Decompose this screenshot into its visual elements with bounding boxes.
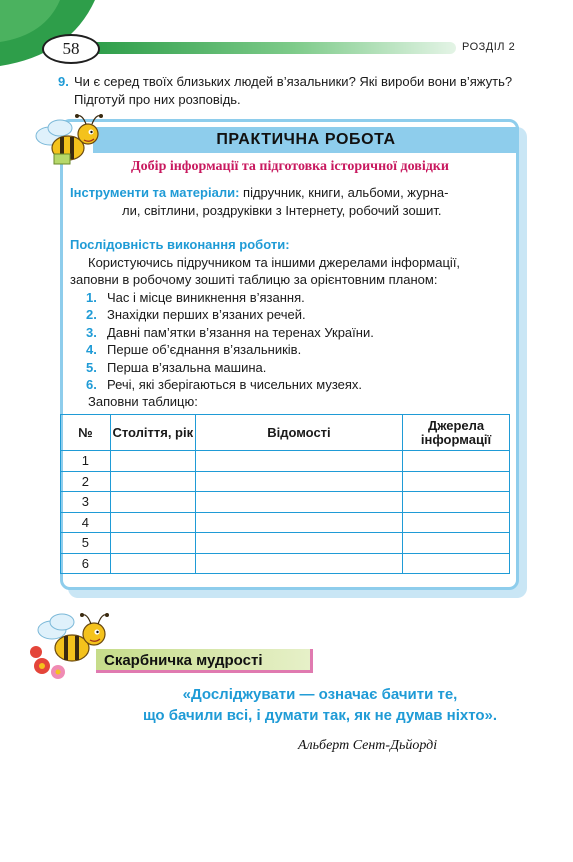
table-cell: [403, 451, 510, 472]
sequence-label: Послідовність виконання роботи:: [70, 237, 290, 252]
table-header: Століття, рік: [110, 415, 195, 451]
row-number: 4: [61, 512, 111, 533]
row-number: 5: [61, 533, 111, 554]
step-text: Час і місце виникнення в’язання.: [107, 290, 305, 305]
practical-work-subtitle: Добір інформації та підготовка історичної довідки: [131, 159, 449, 174]
table-cell: [110, 512, 195, 533]
wisdom-title: Скарбничка мудрості: [104, 652, 263, 669]
info-table: [60, 414, 510, 574]
row-number: 2: [61, 471, 111, 492]
question-text: Чи є серед твоїх близьких людей в’язальники? Які вироби вони в’яжуть? Підготуй про них розповідь.: [74, 74, 513, 107]
table-row: [61, 512, 510, 533]
tools-text-line2: ли, світлини, роздруківки з Інтернету, робочий зошит.: [122, 203, 442, 218]
question-9: [58, 73, 528, 109]
step-text: Перша в’язальна машина.: [107, 359, 267, 375]
step-item: [86, 306, 374, 323]
step-item: [86, 359, 374, 376]
steps-list: [86, 289, 374, 393]
step-number: 6.: [86, 377, 97, 393]
practical-work-title: ПРАКТИЧНА РОБОТА: [216, 131, 396, 148]
step-item: [86, 376, 374, 393]
table-cell: [110, 451, 195, 472]
table-cell: [110, 492, 195, 513]
step-text: Знахідки перших в’язаних речей.: [107, 307, 306, 323]
step-number: 1.: [86, 290, 97, 305]
fill-table-label: Заповни таблицю:: [88, 394, 198, 409]
page-number: 58: [62, 39, 80, 58]
step-item: [86, 324, 374, 341]
step-number: 5.: [86, 359, 97, 375]
table-cell: [195, 553, 402, 574]
table-cell: [110, 553, 195, 574]
intro-text: Користуючись підручником та іншими джерелами інформації, заповни в робочому зошиті таблицю за орієнтовним планом:: [70, 255, 461, 287]
row-number: 6: [61, 553, 111, 574]
table-cell: [195, 451, 402, 472]
step-number: 3.: [86, 324, 97, 340]
tools-label: Інструменти та матеріали:: [70, 185, 240, 200]
quote-line-1: «Досліджувати — означає бачити те,: [182, 686, 458, 703]
step-text: Перше об’єднання в’язальників.: [107, 342, 302, 358]
step-number: 2.: [86, 307, 97, 323]
table-cell: [110, 533, 195, 554]
tools-and-materials: [70, 184, 510, 220]
table-cell: [195, 512, 402, 533]
table-cell: [403, 471, 510, 492]
table-row: [61, 553, 510, 574]
tools-text-line1: підручник, книги, альбоми, журна-: [243, 185, 449, 200]
quote-line-2: що бачили всі, і думати так, як не думав ніхто».: [142, 707, 498, 724]
table-cell: [195, 492, 402, 513]
table-cell: [110, 471, 195, 492]
table-header: Відомості: [195, 415, 402, 451]
question-number: 9.: [58, 74, 69, 89]
step-item: [86, 341, 374, 358]
table-cell: [403, 492, 510, 513]
table-cell: [195, 533, 402, 554]
table-cell: [403, 553, 510, 574]
step-text: Давні пам’ятки в’язання на теренах України.: [107, 324, 374, 340]
table-row: [61, 533, 510, 554]
page-number-badge: [42, 34, 100, 64]
row-number: 1: [61, 451, 111, 472]
table-cell: [403, 512, 510, 533]
wisdom-quote: [100, 684, 540, 726]
table-cell: [195, 471, 402, 492]
step-item: [86, 289, 374, 306]
table-row: [61, 451, 510, 472]
table-header: №: [61, 415, 111, 451]
table-cell: [403, 533, 510, 554]
step-text: Речі, які зберігаються в чисельних музеях.: [107, 377, 363, 393]
table-row: [61, 492, 510, 513]
table-header-row: [61, 415, 510, 451]
row-number: 3: [61, 492, 111, 513]
step-number: 4.: [86, 342, 97, 358]
table-row: [61, 471, 510, 492]
header-bar: [96, 42, 456, 54]
practical-work-title-bar: [93, 127, 519, 153]
section-label: РОЗДІЛ 2: [462, 41, 516, 53]
table-header: Джерела інформації: [403, 415, 510, 451]
quote-author: Альберт Сент-Дьйорді: [298, 738, 438, 753]
